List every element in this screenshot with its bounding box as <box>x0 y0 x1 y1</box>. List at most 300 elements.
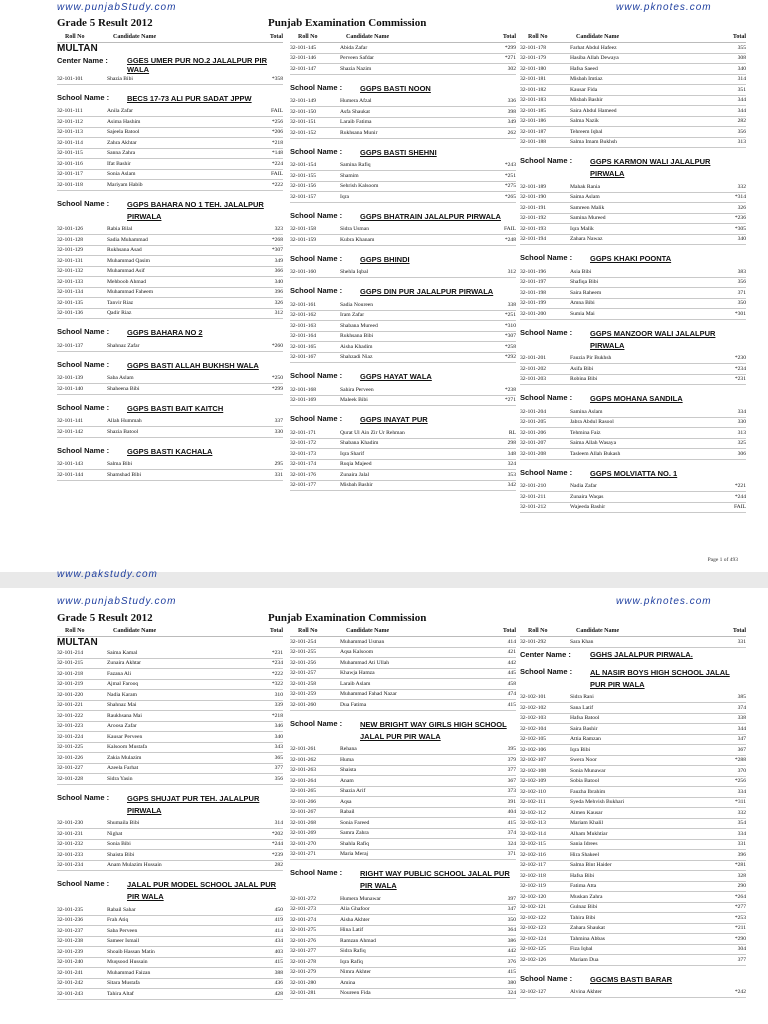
page-gap <box>0 569 768 588</box>
school-label: School Name : <box>57 92 110 102</box>
table-row <box>520 449 746 460</box>
table-row <box>290 171 516 182</box>
table-row <box>57 427 283 438</box>
table-row <box>520 871 746 882</box>
commission-title: Punjab Examination Commission <box>268 612 427 624</box>
total-score: 373 <box>507 788 516 795</box>
footer-site-link[interactable]: www.pakstudy.com <box>57 569 158 580</box>
roll-no: 32-101-145 <box>290 44 317 51</box>
roll-no: 32-101-158 <box>290 226 317 233</box>
table-row <box>290 947 516 958</box>
table-row <box>57 937 283 948</box>
total-score: 331 <box>737 841 746 848</box>
candidate-name: Sidra Rani <box>570 694 594 701</box>
table-row <box>290 894 516 905</box>
total-score: *248 <box>504 236 516 243</box>
total-score: *301 <box>734 310 746 317</box>
candidate-name: Misbah Bashir <box>340 482 373 489</box>
roll-no: 32-101-196 <box>520 268 547 275</box>
candidate-name: Muqsood Hussain <box>107 959 148 966</box>
table-row <box>290 850 516 861</box>
candidate-name: Shazia Arif <box>340 788 366 795</box>
school-name: GGPS BASTI NOON <box>360 83 431 93</box>
total-score: 326 <box>274 299 283 306</box>
table-row <box>57 246 283 257</box>
roll-no: 32-101-157 <box>290 193 317 200</box>
total-score: *271 <box>504 397 516 404</box>
header-candidate-name: Candidate Name <box>113 34 157 40</box>
school-label: School Name : <box>57 402 110 412</box>
school-heading <box>57 446 283 458</box>
candidate-name: Anam <box>340 777 354 784</box>
table-row <box>57 74 283 85</box>
candidate-name: Muhammad Usman <box>340 638 385 645</box>
total-score: *358 <box>271 75 283 82</box>
candidate-name: Azeela Farhat <box>107 765 139 772</box>
school-name: BECS 17-73 ALI PUR SADAT JPPW <box>127 93 252 103</box>
total-score: *224 <box>271 160 283 167</box>
total-score: 282 <box>737 118 746 125</box>
total-score: 302 <box>507 65 516 72</box>
roll-no: 32-101-264 <box>290 777 317 784</box>
school-label: School Name : <box>57 327 110 336</box>
column-header <box>290 32 516 43</box>
total-score: 354 <box>737 820 746 827</box>
roll-no: 32-101-112 <box>57 118 83 125</box>
roll-no: 32-101-281 <box>290 990 317 997</box>
table-row <box>290 428 516 439</box>
total-score: *148 <box>271 150 283 157</box>
table-row <box>290 481 516 492</box>
table-row <box>520 840 746 851</box>
total-score: *307 <box>271 247 283 254</box>
candidate-name: Noureen Fida <box>340 990 371 997</box>
total-score: *253 <box>734 914 746 921</box>
candidate-name: Tehreem Iqbal <box>570 128 603 135</box>
school-name: GGPS KARMON WALI JALALPUR PIRWALA <box>590 157 711 178</box>
table-row <box>57 417 283 428</box>
roll-no: 32-102-114 <box>520 830 546 837</box>
roll-no: 32-101-203 <box>520 376 547 383</box>
roll-no: 32-101-155 <box>290 172 317 179</box>
roll-no: 32-101-165 <box>290 343 317 350</box>
table-row <box>57 470 283 481</box>
roll-no: 32-101-185 <box>520 107 547 114</box>
total-score: 338 <box>507 301 516 308</box>
candidate-name: Shaheena Bibi <box>107 385 140 392</box>
candidate-name: Sania Idrees <box>570 841 598 848</box>
total-score: 367 <box>507 777 516 784</box>
table-row <box>520 267 746 278</box>
school-label: School Name : <box>520 253 573 262</box>
page-number: Page 1 of 493 <box>707 557 738 563</box>
roll-no: 32-101-168 <box>290 386 317 393</box>
table-row <box>290 64 516 75</box>
roll-no: 32-101-260 <box>290 701 317 708</box>
roll-no: 32-101-273 <box>290 906 317 913</box>
roll-no: 32-101-258 <box>290 680 317 687</box>
school-heading <box>57 360 283 372</box>
candidate-name: Laraib Aslam <box>340 680 371 687</box>
candidate-name: Sonia Fareed <box>340 819 370 826</box>
roll-no: 32-101-200 <box>520 310 547 317</box>
roll-no: 32-101-259 <box>290 691 317 698</box>
table-row <box>520 418 746 429</box>
candidate-name: Allah Hummah <box>107 418 142 425</box>
school-heading <box>290 414 516 426</box>
total-score: *234 <box>271 660 283 667</box>
table-row <box>520 364 746 375</box>
candidate-name: Rabia Bilal <box>107 226 133 233</box>
school-label: School Name : <box>520 156 573 165</box>
table-row <box>520 54 746 65</box>
roll-no: 32-101-173 <box>290 450 317 457</box>
table-row <box>57 117 283 128</box>
table-row <box>520 745 746 756</box>
roll-no: 32-101-193 <box>520 225 547 232</box>
total-score: *218 <box>271 712 283 719</box>
school-name: JALAL PUR MODEL SCHOOL JALAL PUR PIR WALA <box>127 880 277 901</box>
district-name: MULTAN <box>57 637 98 648</box>
total-score: 442 <box>507 948 516 955</box>
school-name: GGPS DIN PUR JALALPUR PIRWALA <box>360 287 494 296</box>
candidate-name: Tahira Bibi <box>570 914 596 921</box>
total-score: *231 <box>734 376 746 383</box>
candidate-name: Shamim <box>340 172 359 179</box>
candidate-name: Salma Nazik <box>570 118 599 125</box>
school-name: GGPS HAYAT WALA <box>360 372 432 381</box>
site-link-left[interactable]: www.punjabStudy.com <box>57 2 177 13</box>
school-name: GGPS INAYAT PUR <box>360 415 428 424</box>
total-score: 367 <box>737 746 746 753</box>
table-row <box>290 905 516 916</box>
candidate-name: Sanna Zahra <box>107 150 136 157</box>
roll-no: 32-101-181 <box>520 76 547 83</box>
roll-no: 32-101-194 <box>520 236 547 243</box>
roll-no: 32-101-236 <box>57 917 84 924</box>
candidate-name: Mehboob Ahmad <box>107 278 146 285</box>
header-candidate-name: Candidate Name <box>576 628 620 634</box>
table-row <box>290 797 516 808</box>
roll-no: 32-101-223 <box>57 723 84 730</box>
candidate-name: Sehrish Kalsoom <box>340 183 379 190</box>
total-score: 325 <box>737 440 746 447</box>
candidate-name: Humera Afzal <box>340 98 372 105</box>
table-row <box>57 128 283 139</box>
school-label: School Name : <box>57 445 110 455</box>
total-score: 377 <box>274 765 283 772</box>
total-score: 377 <box>737 956 746 963</box>
table-row <box>290 818 516 829</box>
roll-no: 32-101-160 <box>290 269 317 276</box>
total-score: 334 <box>737 788 746 795</box>
table-row <box>57 267 283 278</box>
school-label: School Name : <box>290 414 343 423</box>
roll-no: 32-102-127 <box>520 989 547 996</box>
candidate-name: Fazana Ali <box>107 670 132 677</box>
roll-no: 32-101-143 <box>57 461 84 468</box>
total-score: *268 <box>271 236 283 243</box>
total-score: 353 <box>507 471 516 478</box>
roll-no: 32-101-139 <box>57 375 84 382</box>
center-heading <box>520 650 746 659</box>
table-row <box>520 299 746 310</box>
total-score: *242 <box>734 989 746 996</box>
table-row <box>520 193 746 204</box>
roll-no: 32-101-141 <box>57 418 84 425</box>
column-header <box>520 32 746 43</box>
total-score: 350 <box>737 300 746 307</box>
school-heading <box>57 327 283 339</box>
result-column-2 <box>290 32 516 491</box>
total-score: *206 <box>271 129 283 136</box>
candidate-name: Anam Mulazim Hussain <box>107 862 162 869</box>
total-score: 371 <box>507 851 516 858</box>
total-score: 348 <box>507 450 516 457</box>
total-score: 370 <box>737 767 746 774</box>
header-roll-no: Roll No <box>528 628 548 634</box>
candidate-name: Alham Mukhtiar <box>570 830 608 837</box>
school-name: GGPS BHATRAIN JALALPUR PIRWALA <box>360 211 501 221</box>
total-score: 371 <box>737 289 746 296</box>
site-link-right[interactable]: www.pknotes.com <box>616 596 712 607</box>
total-score: *260 <box>271 342 283 349</box>
total-score: *244 <box>271 841 283 848</box>
candidate-name: Maria Meraj <box>340 851 369 858</box>
table-row <box>57 659 283 670</box>
roll-no: 32-101-241 <box>57 969 84 976</box>
roll-no: 32-101-135 <box>57 299 84 306</box>
table-row <box>57 819 283 830</box>
table-row <box>290 449 516 460</box>
total-score: 290 <box>737 883 746 890</box>
candidate-name: Frah Atiq <box>107 917 129 924</box>
school-heading <box>290 211 516 223</box>
candidate-name: Shaista Bibi <box>107 851 135 858</box>
candidate-name: Sana Latif <box>570 704 594 711</box>
total-score: 356 <box>274 775 283 782</box>
candidate-name: Hafsa Batool <box>570 715 600 722</box>
center-name: GGES UMER PUR NO.2 JALALPUR PIR WALA <box>127 56 268 74</box>
school-heading <box>290 83 516 95</box>
total-score: 403 <box>274 948 283 955</box>
table-row <box>290 342 516 353</box>
total-score: 344 <box>737 97 746 104</box>
center-name: GGHS JALALPUR PIRWALA. <box>590 649 693 659</box>
total-score: *305 <box>734 225 746 232</box>
table-row <box>57 764 283 775</box>
table-row <box>290 978 516 989</box>
roll-no: 32-101-205 <box>520 419 547 426</box>
candidate-name: Robina Bibi <box>570 376 598 383</box>
total-score: 314 <box>737 76 746 83</box>
candidate-name: Shaista <box>340 767 357 774</box>
roll-no: 32-102-106 <box>520 746 547 753</box>
candidate-name: Shahnaz Mai <box>107 702 137 709</box>
total-score: 332 <box>737 809 746 816</box>
total-score: *292 <box>504 354 516 361</box>
total-score: 379 <box>507 756 516 763</box>
roll-no: 32-102-122 <box>520 914 547 921</box>
roll-no: 32-102-116 <box>520 851 546 858</box>
table-row <box>520 127 746 138</box>
total-score: 349 <box>507 119 516 126</box>
total-score: 331 <box>274 471 283 478</box>
candidate-name: Rabail <box>340 809 355 816</box>
total-score: 442 <box>507 659 516 666</box>
school-label: School Name : <box>290 210 343 220</box>
table-row <box>57 374 283 385</box>
roll-no: 32-101-180 <box>520 65 547 72</box>
table-row <box>57 648 283 659</box>
header-total: Total <box>502 628 516 634</box>
table-row <box>520 375 746 386</box>
roll-no: 32-102-120 <box>520 893 547 900</box>
total-score: 386 <box>507 937 516 944</box>
total-score: *231 <box>271 649 283 656</box>
total-score: 337 <box>274 418 283 425</box>
total-score: 350 <box>507 916 516 923</box>
candidate-name: Ajmal Farooq <box>107 681 139 688</box>
table-row <box>290 300 516 311</box>
table-row <box>520 482 746 493</box>
roll-no: 32-101-225 <box>57 744 84 751</box>
total-score: *322 <box>271 681 283 688</box>
candidate-name: Zunaira Jalal <box>340 471 370 478</box>
candidate-name: Samina Mureed <box>570 215 606 222</box>
roll-no: 32-102-103 <box>520 715 547 722</box>
roll-no: 32-101-111 <box>57 108 83 115</box>
total-score: 324 <box>507 840 516 847</box>
table-row <box>290 439 516 450</box>
total-score: *314 <box>734 194 746 201</box>
candidate-name: Shazia Nazim <box>340 65 372 72</box>
roll-no: 32-101-276 <box>290 937 317 944</box>
candidate-name: Shahzadi Niaz <box>340 354 373 361</box>
table-row <box>290 182 516 193</box>
candidate-name: Rukhsana Munir <box>340 129 378 136</box>
roll-no: 32-102-101 <box>520 694 547 701</box>
table-row <box>57 701 283 712</box>
table-row <box>520 235 746 246</box>
roll-no: 32-101-142 <box>57 428 84 435</box>
roll-no: 32-101-210 <box>520 483 547 490</box>
roll-no: 32-101-215 <box>57 660 84 667</box>
total-score: 414 <box>507 638 516 645</box>
table-row <box>520 808 746 819</box>
roll-no: 32-101-167 <box>290 354 317 361</box>
roll-no: 32-101-255 <box>290 649 317 656</box>
roll-no: 32-101-202 <box>520 365 547 372</box>
total-score: 324 <box>507 990 516 997</box>
roll-no: 32-101-237 <box>57 927 84 934</box>
roll-no: 32-101-226 <box>57 754 84 761</box>
roll-no: 32-101-189 <box>520 183 547 190</box>
total-score: 458 <box>507 680 516 687</box>
candidate-name: Mahak Rania <box>570 183 600 190</box>
roll-no: 32-101-190 <box>520 194 547 201</box>
candidate-name: Alia Ghafoor <box>340 906 370 913</box>
candidate-name: Salma Imam Bukhsh <box>570 139 617 146</box>
table-row <box>520 117 746 128</box>
table-row <box>290 470 516 481</box>
table-row <box>520 407 746 418</box>
table-row <box>57 732 283 743</box>
candidate-name: Perveen Safdar <box>340 55 375 62</box>
total-score: 383 <box>737 268 746 275</box>
table-row <box>57 277 283 288</box>
table-row <box>520 756 746 767</box>
candidate-name: Hasiba Allah Dewaya <box>570 55 619 62</box>
candidate-name: Iram Zafar <box>340 312 365 319</box>
candidate-name: Fauzia Pir Bukhsh <box>570 355 612 362</box>
table-row <box>57 180 283 191</box>
candidate-name: Muhammad Fahad Nazar <box>340 691 397 698</box>
candidate-name: Misbah Imtiaz <box>570 76 603 83</box>
total-score: 304 <box>737 946 746 953</box>
table-row <box>57 288 283 299</box>
roll-no: 32-101-117 <box>57 171 83 178</box>
total-score: *218 <box>271 139 283 146</box>
total-score: 450 <box>274 906 283 913</box>
table-row <box>290 321 516 332</box>
total-score: 312 <box>507 269 516 276</box>
candidate-name: Samra Zahra <box>340 830 369 837</box>
roll-no: 32-101-231 <box>57 830 84 837</box>
total-score: 298 <box>507 440 516 447</box>
header-candidate-name: Candidate Name <box>346 628 390 634</box>
candidate-name: Fiza Iqbal <box>570 946 593 953</box>
table-row <box>520 64 746 75</box>
total-score: 395 <box>507 746 516 753</box>
roll-no: 32-101-198 <box>520 289 547 296</box>
roll-no: 32-102-125 <box>520 946 547 953</box>
total-score: 355 <box>737 44 746 51</box>
total-score: 351 <box>737 86 746 93</box>
table-row <box>57 989 283 1000</box>
school-heading <box>290 719 516 743</box>
table-row <box>290 268 516 279</box>
candidate-name: Amina <box>340 979 356 986</box>
total-score: 388 <box>274 969 283 976</box>
roll-no: 32-101-235 <box>57 906 84 913</box>
roll-no: 32-101-136 <box>57 310 84 317</box>
table-row <box>290 989 516 1000</box>
roll-no: 32-101-214 <box>57 649 84 656</box>
roll-no: 32-101-201 <box>520 355 547 362</box>
total-score: 366 <box>274 268 283 275</box>
candidate-name: Sidra Rafiq <box>340 948 366 955</box>
roll-no: 32-101-206 <box>520 429 547 436</box>
table-row <box>290 648 516 659</box>
roll-no: 32-101-159 <box>290 236 317 243</box>
candidate-name: Saba Aslam <box>107 375 134 382</box>
candidate-name: Syeda Mehvish Bukhari <box>570 799 625 806</box>
total-score: 332 <box>737 183 746 190</box>
candidate-name: Jabra Abdul Rasool <box>570 419 614 426</box>
site-link-left[interactable]: www.punjabStudy.com <box>57 596 177 607</box>
candidate-name: Kalsoom Mustafa <box>107 744 147 751</box>
school-heading <box>290 286 516 298</box>
roll-no: 32-101-171 <box>290 429 317 436</box>
table-row <box>520 439 746 450</box>
site-link-right[interactable]: www.pknotes.com <box>616 2 712 13</box>
total-score: 340 <box>737 65 746 72</box>
total-score: 436 <box>274 980 283 987</box>
roll-no: 32-101-228 <box>57 775 84 782</box>
roll-no: 32-101-116 <box>57 160 83 167</box>
candidate-name: Sara Khan <box>570 638 594 645</box>
